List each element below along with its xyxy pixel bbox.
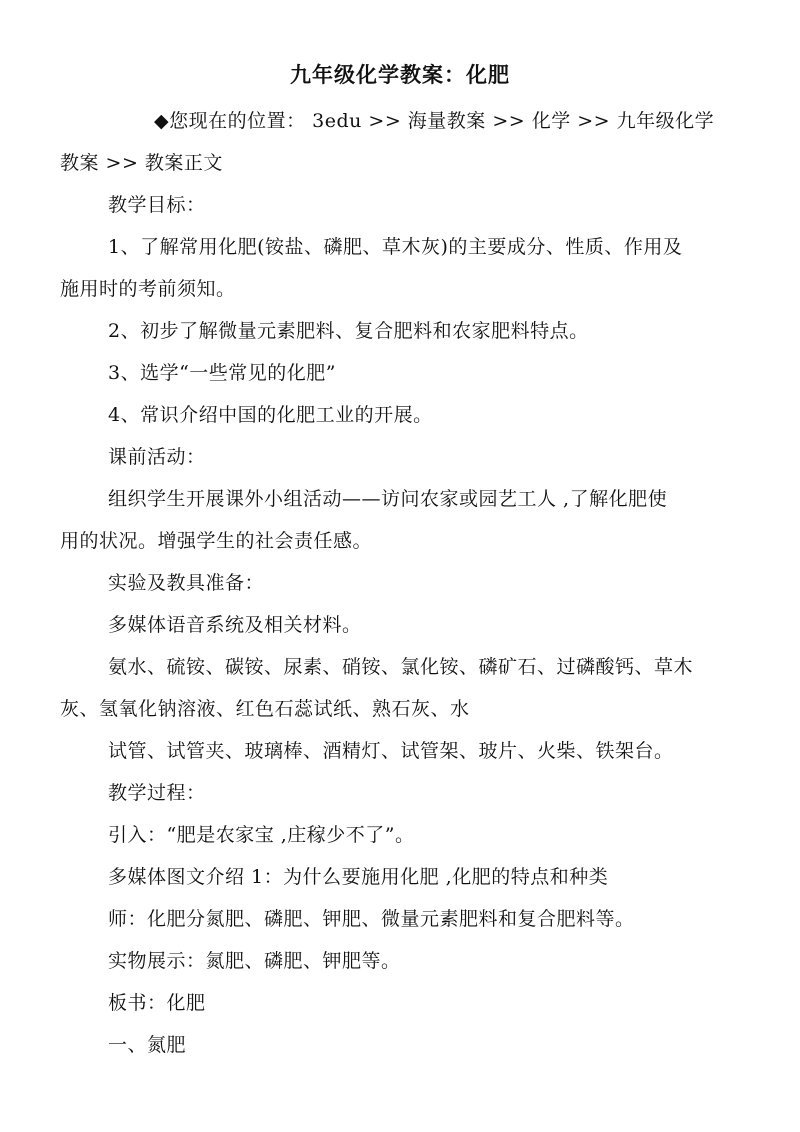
paragraph-line: 4、常识介绍中国的化肥工业的开展。 [108,404,433,426]
paragraph-line: 施用时的考前须知。 [60,278,236,300]
paragraph-line: 多媒体语音系统及相关材料。 [108,614,362,636]
paragraph-line: 一、氮肥 [108,1034,187,1056]
section-heading-process: 教学过程： [108,782,206,804]
paragraph-line: 用的状况。增强学生的社会责任感。 [60,530,373,552]
section-heading-objectives: 教学目标： [108,194,206,216]
breadcrumb-line: ◆您现在的位置： 3edu >> 海量教案 >> 化学 >> 九年级化学 [154,110,715,132]
paragraph-line: 实物展示：氮肥、磷肥、钾肥等。 [108,950,401,972]
paragraph-line: 板书：化肥 [108,992,206,1014]
breadcrumb-line-continued: 教案 >> 教案正文 [60,152,223,174]
paragraph-line: 氨水、硫铵、碳铵、尿素、硝铵、氯化铵、磷矿石、过磷酸钙、草木 [108,656,694,678]
section-heading-preparation: 实验及教具准备： [108,572,265,594]
paragraph-line: 2、初步了解微量元素肥料、复合肥料和农家肥料特点。 [108,320,589,342]
paragraph-line: 引入：“肥是农家宝 ,庄稼少不了”。 [108,824,415,846]
paragraph-line: 师：化肥分氮肥、磷肥、钾肥、微量元素肥料和复合肥料等。 [108,908,635,930]
paragraph-line: 1、了解常用化肥(铵盐、磷肥、草木灰)的主要成分、性质、作用及 [108,236,683,258]
document-title: 九年级化学教案：化肥 [290,62,510,87]
paragraph-line: 试管、试管夹、玻璃棒、酒精灯、试管架、玻片、火柴、铁架台。 [108,740,674,762]
paragraph-line: 多媒体图文介绍 1：为什么要施用化肥 ,化肥的特点和种类 [108,866,609,888]
section-heading-activities: 课前活动： [108,446,206,468]
paragraph-line: 组织学生开展课外小组活动——访问农家或园艺工人 ,了解化肥使 [108,488,668,510]
paragraph-line: 3、选学“一些常见的化肥” [108,362,337,384]
paragraph-line: 灰、氢氧化钠溶液、红色石蕊试纸、熟石灰、水 [60,698,470,720]
